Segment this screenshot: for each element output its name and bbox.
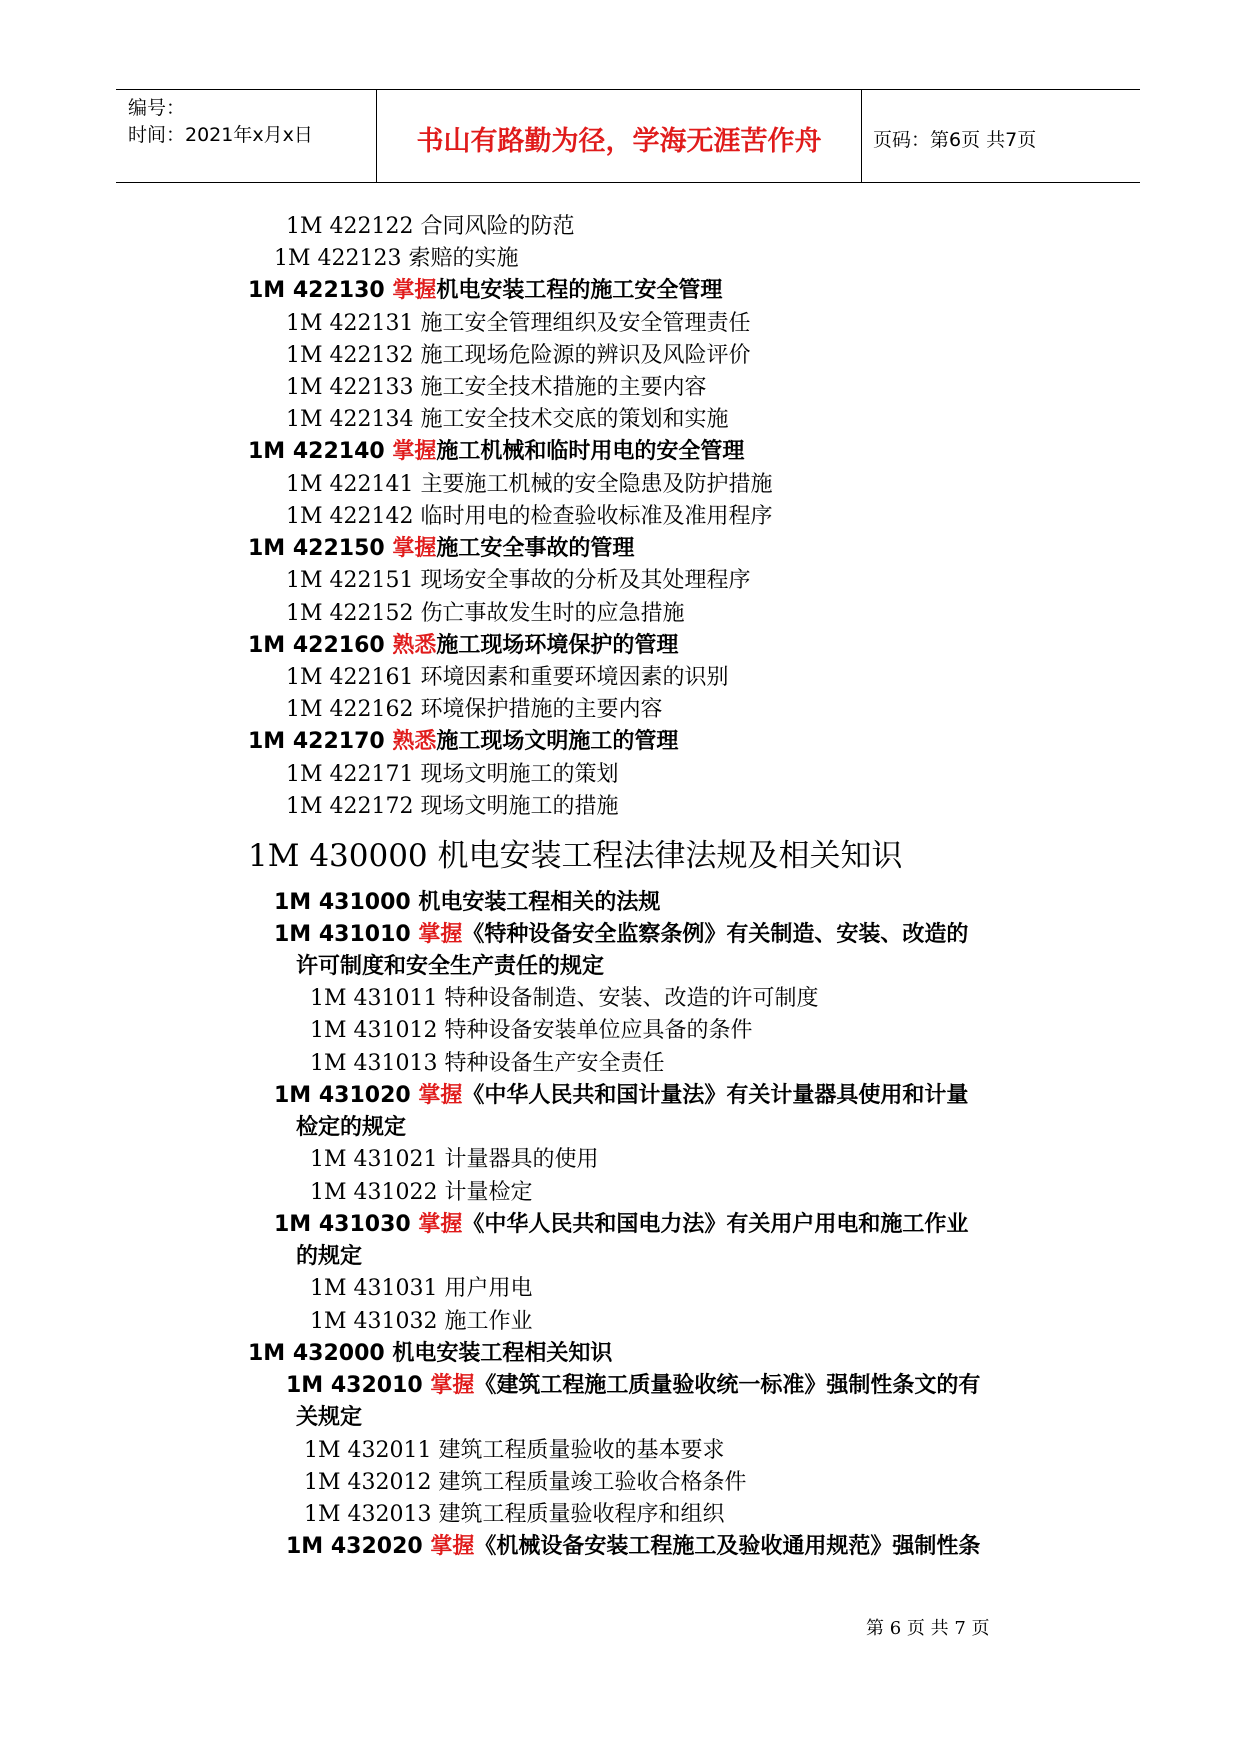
- document-time-label: 时间：2021年x月x日: [128, 124, 313, 146]
- outline-item: 1M 431032 施工作业: [310, 1309, 533, 1334]
- outline-heading: 1M 422130 掌握机电安装工程的施工安全管理: [248, 278, 723, 303]
- chapter-title: 1M 430000 机电安装工程法律法规及相关知识: [248, 838, 903, 874]
- outline-item: 1M 422134 施工安全技术交底的策划和实施: [286, 407, 729, 432]
- outline-item: 1M 422142 临时用电的检查验收标准及准用程序: [286, 504, 773, 529]
- document-number-label: 编号：: [128, 97, 186, 119]
- outline-item: 1M 422161 环境因素和重要环境因素的识别: [286, 665, 729, 690]
- header-motto: 书山有路勤为径，学海无涯苦作舟: [416, 126, 822, 157]
- keyword-label: 掌握: [392, 536, 437, 561]
- section-heading: 1M 432000 机电安装工程相关知识: [248, 1341, 613, 1366]
- outline-item: 1M 422123 索赔的实施: [274, 246, 519, 271]
- outline-item: 1M 422152 伤亡事故发生时的应急措施: [286, 601, 685, 626]
- outline-item: 1M 432011 建筑工程质量验收的基本要求: [304, 1438, 725, 1463]
- keyword-label: 掌握: [418, 1083, 463, 1108]
- keyword-label: 掌握: [430, 1373, 475, 1398]
- outline-item: 1M 431013 特种设备生产安全责任: [310, 1051, 665, 1076]
- outline-heading: 1M 422140 掌握施工机械和临时用电的安全管理: [248, 439, 745, 464]
- page-header: [116, 89, 1140, 183]
- keyword-label: 熟悉: [392, 729, 437, 754]
- outline-item: 1M 422141 主要施工机械的安全隐患及防护措施: [286, 472, 773, 497]
- outline-item: 1M 432012 建筑工程质量竣工验收合格条件: [304, 1470, 747, 1495]
- header-page-cell: [861, 90, 1140, 182]
- header-meta-cell: [116, 90, 376, 182]
- outline-heading: 1M 432020 掌握《机械设备安装工程施工及验收通用规范》强制性条: [286, 1534, 981, 1559]
- keyword-label: 掌握: [418, 1212, 463, 1237]
- page-footer: 第 6 页 共 7 页: [866, 1618, 990, 1639]
- keyword-label: 掌握: [392, 439, 437, 464]
- outline-heading-continuation: 许可制度和安全生产责任的规定: [296, 954, 605, 979]
- outline-item: 1M 422151 现场安全事故的分析及其处理程序: [286, 568, 751, 593]
- outline-heading-continuation: 检定的规定: [296, 1115, 407, 1140]
- outline-item: 1M 422162 环境保护措施的主要内容: [286, 697, 663, 722]
- outline-item: 1M 422132 施工现场危险源的辨识及风险评价: [286, 343, 751, 368]
- outline-heading: 1M 431030 掌握《中华人民共和国电力法》有关用户用电和施工作业: [274, 1212, 969, 1237]
- outline-heading: 1M 422160 熟悉施工现场环境保护的管理: [248, 633, 679, 658]
- outline-heading-continuation: 关规定: [296, 1405, 363, 1430]
- header-motto-cell: [376, 90, 862, 182]
- outline-item: 1M 422122 合同风险的防范: [286, 214, 575, 239]
- outline-item: 1M 422172 现场文明施工的措施: [286, 794, 619, 819]
- outline-item: 1M 431031 用户用电: [310, 1276, 533, 1301]
- keyword-label: 掌握: [392, 278, 437, 303]
- keyword-label: 掌握: [418, 922, 463, 947]
- outline-heading: 1M 432010 掌握《建筑工程施工质量验收统一标准》强制性条文的有: [286, 1373, 981, 1398]
- outline-heading: 1M 422150 掌握施工安全事故的管理: [248, 536, 635, 561]
- outline-item: 1M 422131 施工安全管理组织及安全管理责任: [286, 311, 751, 336]
- outline-item: 1M 431012 特种设备安装单位应具备的条件: [310, 1018, 753, 1043]
- outline-item: 1M 431022 计量检定: [310, 1180, 533, 1205]
- outline-heading: 1M 431010 掌握《特种设备安全监察条例》有关制造、安装、改造的: [274, 922, 969, 947]
- section-heading: 1M 431000 机电安装工程相关的法规: [274, 890, 661, 915]
- header-page-info: 页码：第6页 共7页: [873, 129, 1037, 151]
- outline-item: 1M 431021 计量器具的使用: [310, 1147, 599, 1172]
- outline-item: 1M 422133 施工安全技术措施的主要内容: [286, 375, 707, 400]
- outline-heading-continuation: 的规定: [296, 1244, 363, 1269]
- outline-heading: 1M 422170 熟悉施工现场文明施工的管理: [248, 729, 679, 754]
- outline-heading: 1M 431020 掌握《中华人民共和国计量法》有关计量器具使用和计量: [274, 1083, 969, 1108]
- keyword-label: 掌握: [430, 1534, 475, 1559]
- outline-item: 1M 432013 建筑工程质量验收程序和组织: [304, 1502, 725, 1527]
- keyword-label: 熟悉: [392, 633, 437, 658]
- outline-item: 1M 431011 特种设备制造、安装、改造的许可制度: [310, 986, 819, 1011]
- outline-item: 1M 422171 现场文明施工的策划: [286, 762, 619, 787]
